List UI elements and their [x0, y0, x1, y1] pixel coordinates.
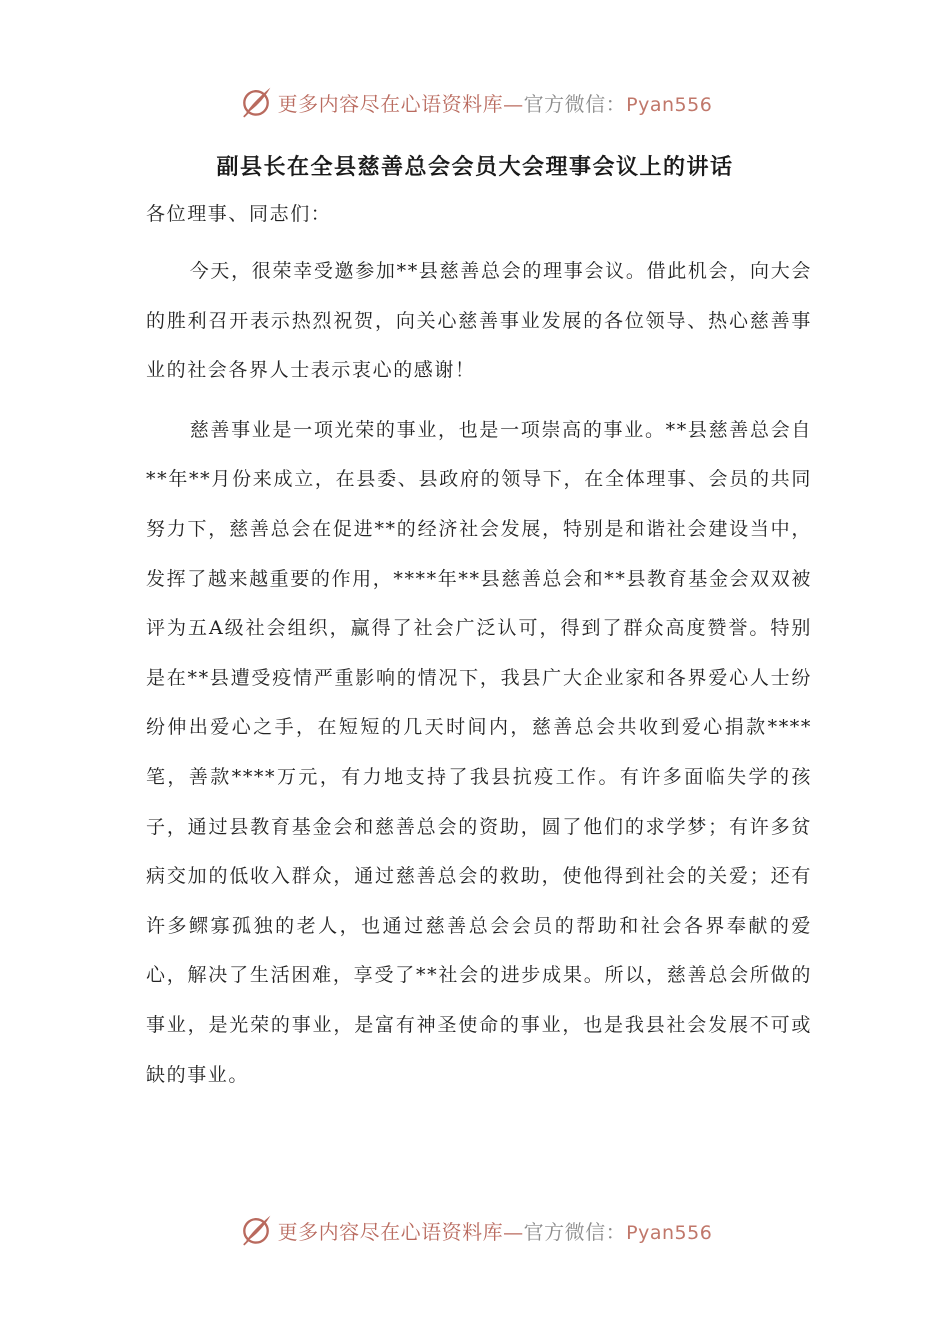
- header-banner-text: [278, 88, 713, 117]
- document-title: 副县长在全县慈善总会会员大会理事会议上的讲话: [216, 155, 734, 180]
- banner-label: 官方微信：: [523, 1219, 627, 1244]
- paragraph-2: 慈善事业是一项光荣的事业，也是一项崇高的事业。**县慈善总会自**年**月份来成立，在县委、县政府的领导下，在全体理事、会员的共同努力下，慈善总会在促进**的经济社会发展，特别是和谐社会建设当中，发挥了越来越重要的作用，****年**县慈善总会和**县教育基金会双双被评为五A级社会组织，赢得了社会广泛认可，得到了群众高度赞誉。特别是在**县遭受疫情严重影响的情况下，我县广大企业家和各界爱心人士纷纷伸出爱心之手，在短短的几天时间内，慈善总会共收到爱心捐款****笔，善款****万元，有力地支持了我县抗疫工作。有许多面临失学的孩子，通过县教育基金会和慈善总会的资助，圆了他们的求学梦；有许多贫病交加的低收入群众，通过慈善总会的救助，使他得到社会的关爱；还有许多鳏寡孤独的老人，也通过慈善总会会员的帮助和社会各界奉献的爱心，解决了生活困难，享受了**社会的进步成果。所以，慈善总会所做的事业，是光荣的事业，是富有神圣使命的事业，也是我县社会发展不可或缺的事业。: [146, 418, 812, 1086]
- banner-label: 官方微信：: [523, 91, 627, 116]
- greeting: 各位理事、同志们：: [146, 203, 332, 225]
- banner-separator: —: [503, 91, 524, 116]
- banner-wechat-id: Pyan556: [626, 1221, 713, 1244]
- document-body: [146, 189, 812, 1110]
- footer-banner: [0, 1208, 950, 1252]
- paragraph-1: 今天，很荣幸受邀参加**县慈善总会的理事会议。借此机会，向大会的胜利召开表示热烈祝贺，向关心慈善事业发展的各位领导、热心慈善事业的社会各界人士表示衷心的感谢！: [146, 260, 812, 382]
- footer-banner-text: [278, 1216, 713, 1245]
- quill-logo-icon: [238, 1212, 274, 1248]
- banner-brand: 更多内容尽在心语资料库: [277, 1219, 504, 1244]
- banner-separator: —: [503, 1219, 524, 1244]
- banner-brand: 更多内容尽在心语资料库: [277, 91, 504, 116]
- quill-logo-icon: [238, 84, 274, 120]
- banner-wechat-id: Pyan556: [626, 93, 713, 116]
- header-banner: [0, 80, 950, 124]
